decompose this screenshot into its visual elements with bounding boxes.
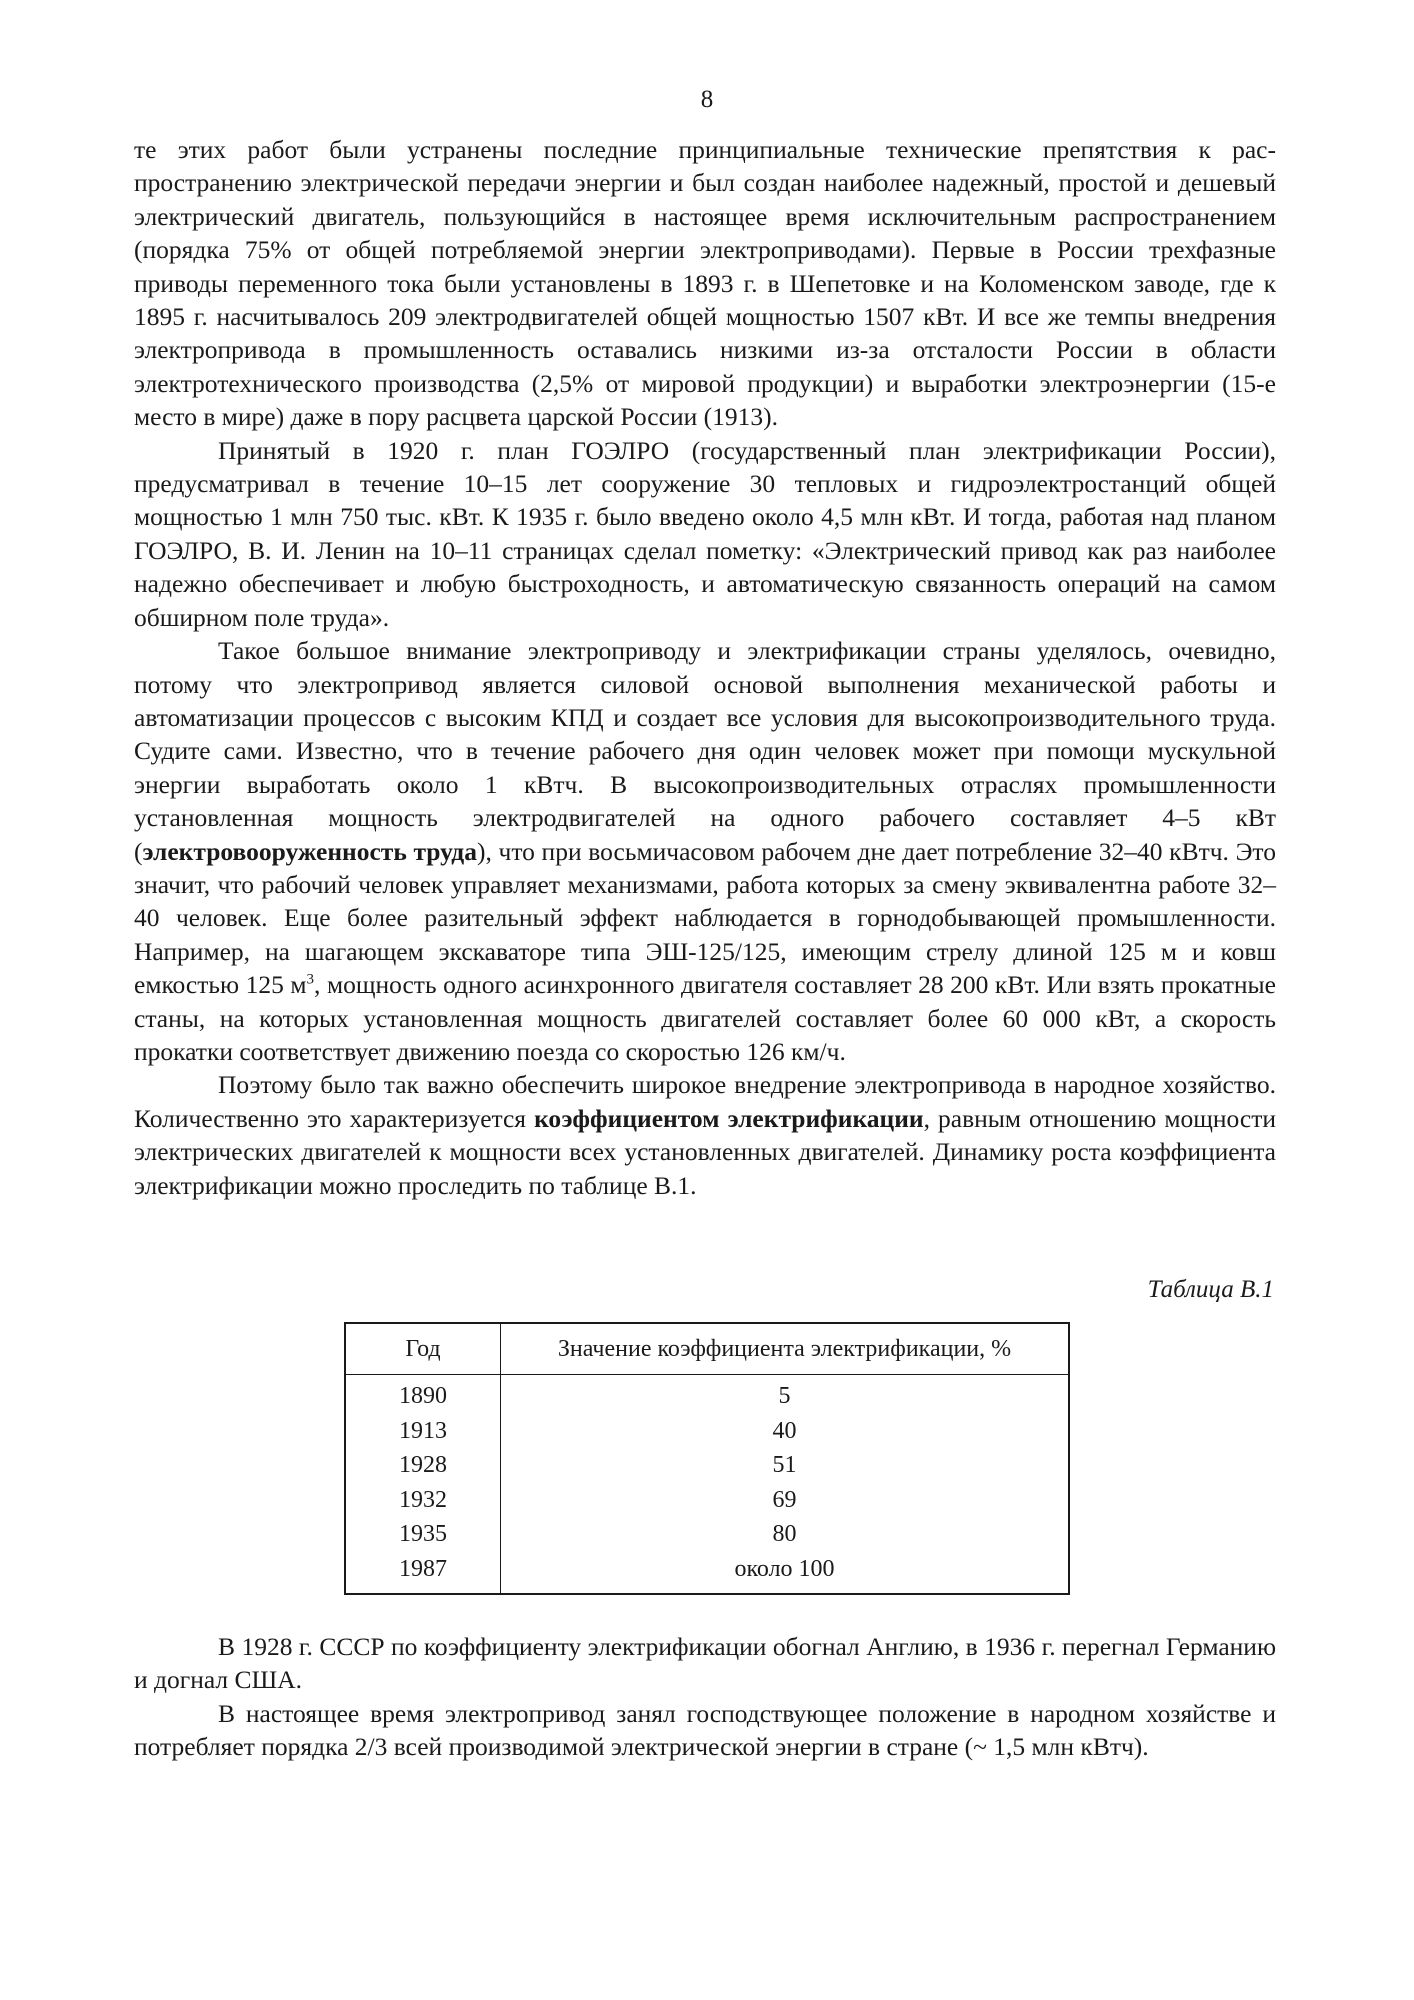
paragraph-3-text-b: ), что при восьмичасовом рабочем дне дает потребление 32–40 кВтч. Это значит, что рабочий человек управляет механизмами, работа которых за смену эквивалентна работе 32–40 человек. Еще более разительный эффект наблюдается в горнодобывающей промышленности. Например, на шагающем экскаваторе типа ЭШ-125/125, имеющим стрелу длиной 125 м и ковш емкостью 125 м [134,836,1276,1000]
table-row [345,1517,1069,1552]
cell-year: 1935 [345,1517,501,1552]
cell-year: 1928 [345,1448,501,1483]
table-header-row [345,1323,1069,1375]
header-coefficient: Значение коэффициента электрификации, % [501,1323,1070,1375]
table-row [345,1448,1069,1483]
paragraph-3-text-c: , мощность одного асинхронного двигателя составляет 28 200 кВт. Или взять прокатные станы, на которых установленная мощность двигателей составляет более 60 000 кВт, а скорость прокатки соответствует движению поезда со скоростью 126 км/ч. [134,970,1276,1066]
cell-value: 80 [772,1521,797,1548]
term-electrification-coefficient: коэффициентом электрификации [534,1103,924,1133]
superscript-cubic: 3 [306,971,315,988]
paragraph-4-text-a: Поэтому было так важно обеспечить широкое внедрение электропривода в народное хозяйство. Количественно это характеризуется [134,1070,1276,1133]
paragraph-4 [134,1068,1276,1202]
paragraph-6: В настоящее время электропривод занял господствующее положение в народном хозяйстве и потребляет порядка 2/3 всей производимой электрической энергии в стране (~ 1,5 млн кВтч). [134,1698,1276,1762]
cell-year: 1913 [345,1414,501,1449]
table-row [345,1552,1069,1594]
paragraph-1: те этих работ были устранены последние принципиальные технические препятствия к распространению электрической передачи энергии и был создан наиболее надежный, простой и дешевый электрический двигатель, пользующийся в настоящее время исключительным распространением (порядка 75% от общей потребляемой энергии электроприводами). Первые в России трехфазные приводы переменного тока были установлены в 1893 г. в Шепетовке и на Коломенском заводе, где к 1895 г. насчитывалось 209 электродвигателей общей мощностью 1507 кВт. И все же темпы внедрения электропривода в промышленность оставались низкими из-за отсталости России в области электротехнического производства (2,5% от мировой продукции) и выработки электроэнергии (15-е место в мире) даже в пору расцвета царской России (1913). [134,135,1276,432]
header-year: Год [345,1323,501,1375]
paragraph-5: В 1928 г. СССР по коэффициенту электрификации обогнал Англию, в 1936 г. перегнал Германию и догнал США. [134,1632,1276,1695]
body-text [134,133,1276,1202]
table-row [345,1483,1069,1518]
paragraph-3 [134,634,1276,1068]
paragraph-2: Принятый в 1920 г. план ГОЭЛРО (государственный план электрификации России), предусматривал в течение 10–15 лет сооружение 30 тепловых и гидроэлектростанций общей мощностью 1 млн 750 тыс. кВт. К 1935 г. было введено около 4,5 млн кВт. И тогда, работая над планом ГОЭЛРО, В. И. Ленин на 10–11 страницах сделал пометку: «Электрический привод как раз наиболее надежно обеспечивает и любую быстроходность, и автоматическую связанность операций на самом обширном поле труда». [134,435,1276,632]
cell-year: 1987 [345,1552,501,1594]
page-number: 8 [700,86,714,113]
table-row [345,1414,1069,1449]
cell-year: 1890 [345,1375,501,1414]
table-caption: Таблица В.1 [1147,1276,1274,1303]
table-row [345,1375,1069,1414]
cell-value: 40 [772,1417,797,1444]
cell-value: 69 [772,1486,797,1513]
cell-value: 51 [772,1452,797,1479]
cell-value: 5 [778,1383,791,1409]
paragraph-4-text-b: , равным отношению мощности электрических двигателей к мощности всех установленных двигателей. Динамику роста коэффициента электрификации можно проследить по таблице В.1. [134,1103,1276,1200]
closing-text [134,1630,1276,1764]
cell-value: около 100 [734,1555,835,1582]
electrification-table [344,1322,1070,1595]
paragraph-3-text-a: Такое большое внимание электроприводу и электрификации страны уделялось, очевидно, потому что электропривод является силовой основой выполнения механической работы и автоматизации процессов с высоким КПД и создает все условия для высокопроизводительного труда. Судите сами. Известно, что в течение рабочего дня один человек может при помощи мускульной энергии выработать около 1 кВтч. В высокопроизводительных отраслях промышленности установленная мощность электродвигателей на одного рабочего составляет 4–5 кВт ( [134,636,1276,866]
term-electro-armament: электровооруженность труда [142,836,477,866]
cell-year: 1932 [345,1483,501,1518]
